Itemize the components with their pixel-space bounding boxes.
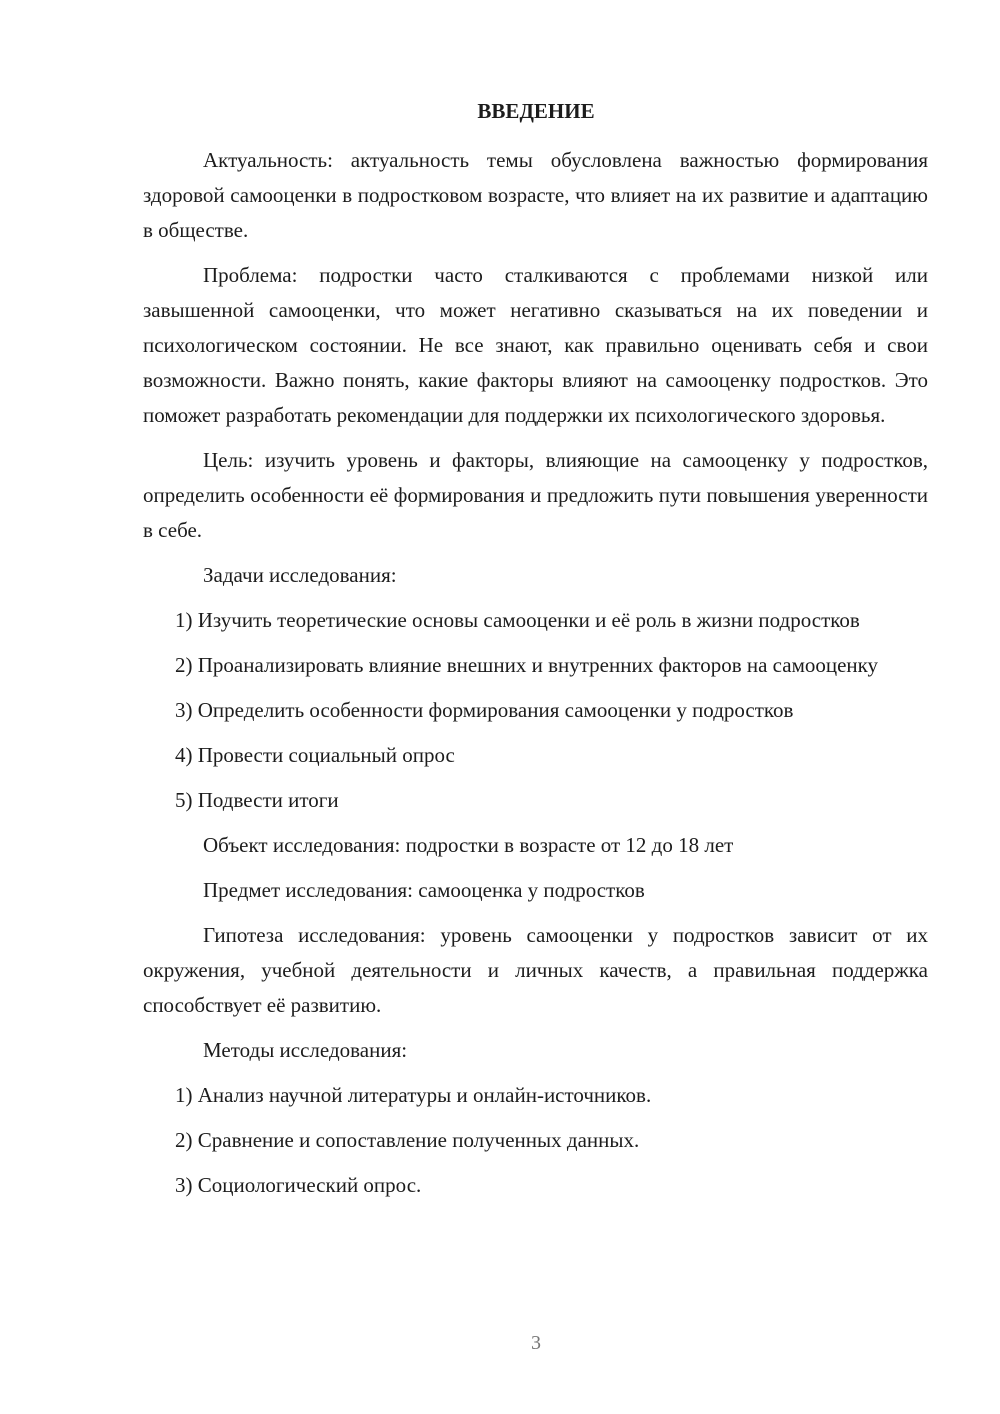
task-item-2: 2) Проанализировать влияние внешних и внутренних факторов на самооценку xyxy=(175,653,879,677)
goal-paragraph: Цель: изучить уровень и факторы, влияющие на самооценку у подростков, определить особенности её формирования и предложить пути повышения уверенности в себе. xyxy=(143,448,928,542)
hypothesis-paragraph: Гипотеза исследования: уровень самооценки у подростков зависит от их окружения, учебной деятельности и личных качеств, а правильная поддержка способствует её развитию. xyxy=(143,923,928,1017)
object-paragraph: Объект исследования: подростки в возрасте от 12 до 18 лет xyxy=(203,833,734,857)
section-title: ВВЕДЕНИЕ xyxy=(477,99,595,123)
methods-heading: Методы исследования: xyxy=(203,1038,408,1062)
task-item-1: 1) Изучить теоретические основы самооценки и её роль в жизни подростков xyxy=(175,608,860,632)
subject-paragraph: Предмет исследования: самооценка у подростков xyxy=(203,878,645,902)
method-item-1: 1) Анализ научной литературы и онлайн-источников. xyxy=(175,1083,652,1107)
document-body xyxy=(143,143,928,1213)
task-item-4: 4) Провести социальный опрос xyxy=(175,743,455,767)
task-item-5: 5) Подвести итоги xyxy=(175,788,339,812)
tasks-heading: Задачи исследования: xyxy=(203,563,397,587)
method-item-3: 3) Социологический опрос. xyxy=(175,1173,422,1197)
task-item-3: 3) Определить особенности формирования самооценки у подростков xyxy=(175,698,794,722)
relevance-paragraph: Актуальность: актуальность темы обусловлена важностью формирования здоровой самооценки в подростковом возрасте, что влияет на их развитие и адаптацию в обществе. xyxy=(143,148,928,242)
method-item-2: 2) Сравнение и сопоставление полученных данных. xyxy=(175,1128,640,1152)
page-number: 3 xyxy=(531,1332,541,1354)
problem-paragraph: Проблема: подростки часто сталкиваются с проблемами низкой или завышенной самооценки, что может негативно сказываться на их поведении и психологическом состоянии. Не все знают, как правильно оценивать себя и свои возможности. Важно понять, какие факторы влияют на самооценку подростков. Это поможет разработать рекомендации для поддержки их психологического здоровья. xyxy=(143,263,928,427)
